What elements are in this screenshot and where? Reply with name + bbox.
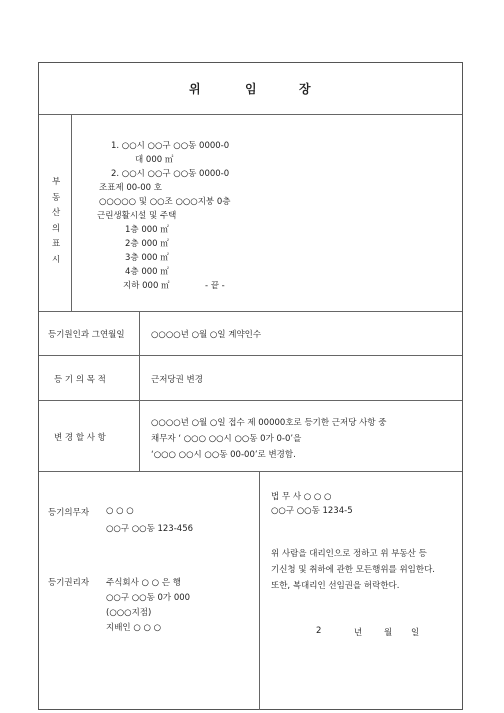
rule-title [39, 114, 462, 115]
purpose-label: 등 기 의 목 적 [54, 375, 106, 385]
property-line: 1층 000 ㎡ [125, 225, 169, 235]
property-line: 지하 000 ㎡ [123, 281, 170, 291]
title-char-2: 임 [245, 82, 257, 96]
cause-label: 등기원인과 그연월일 [48, 330, 125, 340]
date-month-label: 월 [384, 628, 393, 638]
property-label-char: 부 [52, 177, 61, 187]
bottom-divider [259, 471, 260, 710]
rule-purpose [39, 400, 462, 401]
agent-statement-line: 또한, 복대리인 선임권을 허락한다. [271, 581, 400, 591]
agent-name: 법 무 사 ○ ○ ○ [271, 492, 332, 502]
changes-line: ‘○○○ ○○시 ○○동 00-00’로 변경함. [151, 450, 296, 460]
rule-property [39, 311, 462, 312]
rule-cause [39, 355, 462, 356]
agent-statement-line: 기신청 및 취하에 관한 모든행위를 위임한다. [271, 565, 436, 575]
cause-value: ○○○○년 ○월 ○일 계약인수 [151, 330, 262, 340]
title-char-3: 장 [299, 82, 311, 96]
property-line: 대 000 ㎡ [135, 155, 174, 165]
purpose-value: 근저당권 변경 [151, 375, 203, 385]
changes-line: 채무자 ‘ ○○○ ○○시 ○○동 0가 0-0’을 [151, 434, 302, 444]
cause-divider [139, 311, 140, 471]
property-divider [71, 114, 72, 311]
agent-statement-line: 위 사람을 대리인으로 정하고 위 부동산 등 [271, 549, 427, 559]
property-label-char: 의 [52, 223, 61, 234]
document-title-3 [299, 80, 311, 97]
property-line: 3층 000 ㎡ [125, 253, 169, 263]
property-line: 1. ○○시 ○○구 ○○동 0000-0 [111, 141, 230, 151]
property-line: 근린생활시설 및 주택 [97, 211, 177, 221]
property-line: 2. ○○시 ○○구 ○○동 0000-0 [111, 169, 230, 179]
property-line: 4층 000 ㎡ [125, 267, 169, 277]
date-year: 2 [316, 626, 322, 636]
obligee-line: (○○○지점) [106, 608, 152, 618]
document-title-2 [245, 80, 257, 97]
obligee-line: 지배인 ○ ○ ○ [106, 623, 161, 633]
property-line: 조표제 00-00 호 [99, 183, 162, 193]
obligee-label: 등기권리자 [48, 578, 90, 588]
property-label-char: 산 [52, 208, 61, 218]
property-line: ○○○○○ 및 ○○조 ○○○지붕 0층 [99, 197, 231, 207]
rule-changes [39, 471, 462, 472]
date-day-label: 일 [411, 628, 420, 638]
power-of-attorney-form [38, 62, 463, 710]
property-end-mark: - 끝 - [205, 281, 225, 291]
changes-line: ○○○○년 ○월 ○일 접수 제 00000호로 등기한 근저당 사항 중 [151, 418, 387, 428]
agent-address: ○○구 ○○동 1234-5 [271, 506, 353, 516]
obligor-name: ○ ○ ○ [106, 506, 134, 516]
document-title [189, 80, 201, 97]
property-label-char: 동 [52, 192, 61, 203]
obligor-label: 등기의무자 [48, 508, 90, 518]
property-line: 2층 000 ㎡ [125, 239, 169, 249]
date-year-label: 년 [354, 628, 363, 638]
property-label-char: 시 [52, 254, 61, 265]
changes-label: 변 경 할 사 항 [54, 433, 106, 443]
property-label-char: 표 [52, 239, 61, 249]
obligor-address: ○○구 ○○동 123-456 [106, 524, 194, 534]
obligee-line: ○○구 ○○동 0가 000 [106, 593, 191, 603]
property-label [52, 175, 60, 268]
obligee-line: 주식회사 ○ ○ 은 행 [106, 578, 181, 588]
title-char-1: 위 [189, 82, 201, 96]
